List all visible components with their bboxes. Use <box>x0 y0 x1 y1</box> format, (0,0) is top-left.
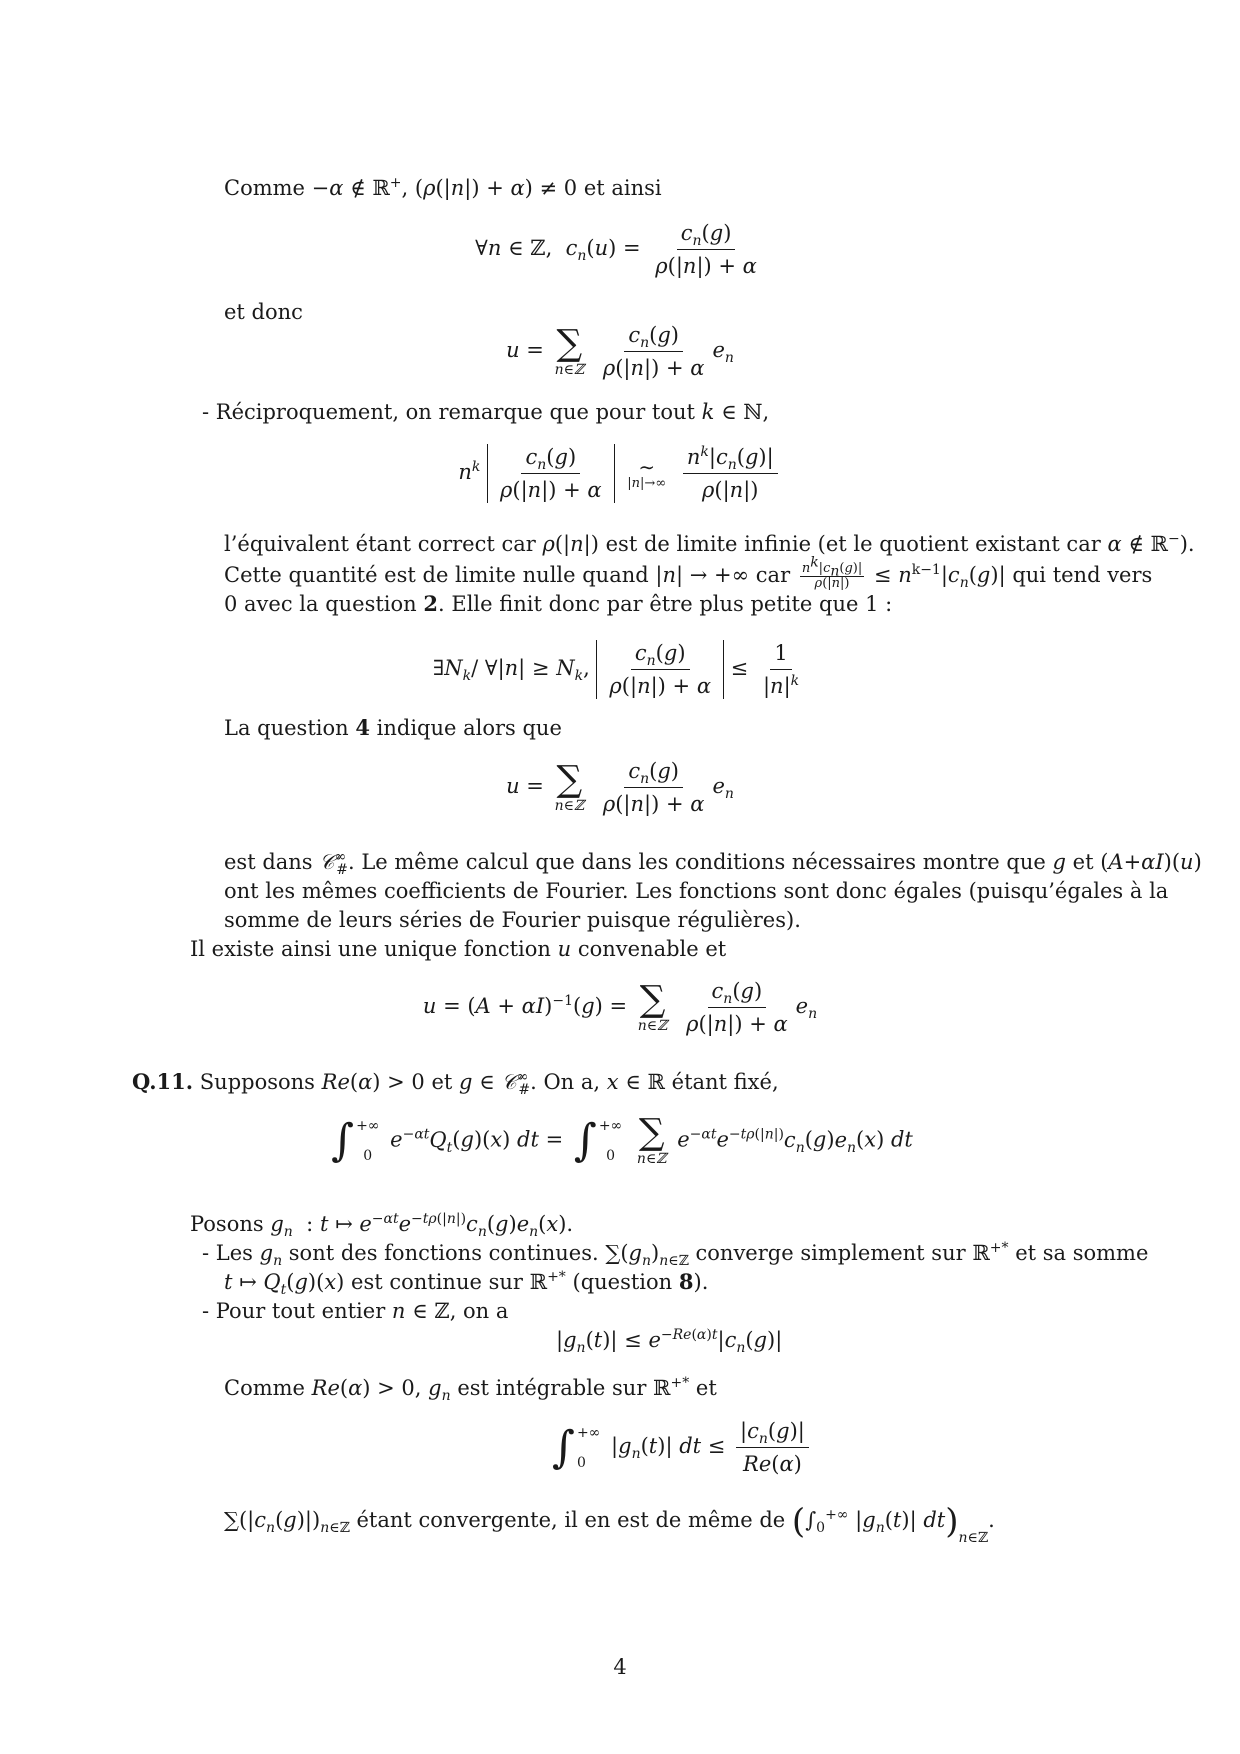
text-fragment: car <box>755 563 791 587</box>
text-fragment: Comme <box>224 176 305 200</box>
equation-equivalent: $n^k$ $\frac{c_n(g)}{\rho(|n|) + \alpha}$ ∼ |n|→∞ $\frac{n^k|c_n(g)|}{\rho(|n|)}$ <box>0 444 1240 503</box>
text-line-reciproquement: - Réciproquement, on remarque que pour tout k ∈ ℕ, <box>202 400 770 424</box>
text-fragment: et <box>695 1376 717 1400</box>
equation-bound: $\exists N_k/$ ∀|n| ≥ $N_k$, $\frac{c_n(g)}{\rho(|n|) + \alpha}$ ≤ $\frac{1}{|n|^k}$ <box>432 641 800 698</box>
text-fragment: étant convergente, il en est de même de <box>356 1508 786 1532</box>
text-fragment: indique alors que <box>376 716 562 740</box>
text-fragment: . Elle finit donc par être plus petite que 1 : <box>438 592 893 616</box>
text-line-avec-question-2 <box>224 590 892 618</box>
text-fragment: qui tend vers <box>1012 563 1153 587</box>
text-fragment: est dans <box>224 850 313 874</box>
text-line-continue: t ↦ $Q_t(g)(x)$ est continue sur ℝ+* (question 8). <box>224 1269 709 1299</box>
text-line-convergente: $\sum(|c_n(g)|)_{n\in ℤ}$ étant convergente, il en est de même de ($\int_0^{+\infty}$ $|g_n(t)|$ $dt)_{n\in ℤ}$. <box>224 1501 995 1547</box>
question-11-heading: Q.11. Supposons Re(α) > 0 et g ∈ 𝒞∞$_{\#}$. On a, x ∈ ℝ étant fixé, <box>132 1069 779 1099</box>
text-line-fourier <box>224 877 1168 905</box>
text-fragment: Supposons <box>199 1070 315 1094</box>
question-ref: 4 <box>355 715 370 740</box>
text-line-cette-quantite: Cette quantité est de limite nulle quand |n| → +∞ car $\frac{n^k|c_n(g)|}{\rho(|n|)}$ ≤ $n^{k-1}|c_n(g)|$ qui tend vers <box>224 554 1153 592</box>
text-line-pour-tout-entier: - Pour tout entier n ∈ ℤ, on a <box>202 1299 509 1323</box>
equation-cn-u: ∀n ∈ ℤ, $c_n(u)$ = $\frac{c_n(g)}{\rho(|n|) + \alpha}$ <box>475 221 757 278</box>
text-fragment: somme de leurs séries de Fourier puisque régulières). <box>224 908 801 932</box>
text-line-les-gn: - Les $g_n$ sont des fonctions continues. $\sum(g_n)_{n\in ℤ}$ converge simplement sur ℝ+* et sa somme <box>202 1240 1149 1270</box>
text-fragment: est intégrable sur <box>457 1376 647 1400</box>
text-fragment: ont les mêmes coefficients de Fourier. Les fonctions sont donc égales (puisqu’égales à la <box>224 879 1169 903</box>
text-fragment: . On a, <box>530 1070 601 1094</box>
text-fragment: et donc <box>224 300 303 324</box>
text-fragment: , on a <box>449 1299 509 1323</box>
text-line-1: Comme −α ∉ ℝ+, (ρ(|n|) + α) ≠ 0 et ainsi <box>224 175 662 200</box>
text-fragment: converge simplement sur <box>695 1241 966 1265</box>
text-line-integrable: Comme Re(α) > 0, $g_n$ est intégrable sur ℝ+* et <box>224 1375 717 1405</box>
text-fragment: et <box>1072 850 1094 874</box>
text-fragment: Cette quantité est de limite nulle quand <box>224 563 649 587</box>
text-fragment: 0 avec la question <box>224 592 417 616</box>
text-fragment: est continue sur <box>351 1270 523 1294</box>
text-fragment: et sa somme <box>1015 1241 1149 1265</box>
text-fragment: convenable et <box>577 937 727 961</box>
question-ref: 2 <box>423 591 439 616</box>
text-line-question-4 <box>224 714 562 742</box>
text-fragment: (question <box>572 1270 673 1294</box>
text-fragment: La question <box>224 716 349 740</box>
text-line-il-existe: Il existe ainsi une unique fonction u convenable et <box>190 937 727 961</box>
text-fragment: - Les <box>202 1241 253 1265</box>
text-fragment: . Le même calcul que dans les conditions nécessaires montre que <box>348 850 1046 874</box>
page-number: 4 <box>613 1655 627 1679</box>
text-line-posons: Posons $g_n$ : t ↦ $e^{-\alpha t}e^{-t\rho(|n|)}c_n(g)e_n(x)$. <box>190 1211 574 1241</box>
text-fragment: étant fixé, <box>671 1070 779 1094</box>
text-fragment: et <box>431 1070 453 1094</box>
equation-integral-sum: ∫ +∞ 0 $e^{-\alpha t}Q_t(g)(x)$ dt = ∫ +∞ 0 ∑ n∈ℤ $e^{-\alpha t}e^{-t\rho(|n|)}c_n(g)e_n(x)$ dt <box>331 1112 913 1167</box>
text-line-equivalent: l’équivalent étant correct car ρ(|n|) est de limite infinie (et le quotient existant car α ∉ ℝ−). <box>224 531 1195 556</box>
equation-gn-bound: $|g_n(t)| \le e^{-Re(\alpha)t}|c_n(g)|$ <box>556 1327 783 1357</box>
text-fragment: Il existe ainsi une unique fonction <box>190 937 551 961</box>
equation-inverse: $u = (A + \alpha I)^{-1}(g)$ = ∑ n∈ℤ $\frac{c_n(g)}{\rho(|n|) + \alpha}$ $e_n$ <box>422 978 818 1036</box>
text-fragment: ). <box>693 1270 709 1294</box>
text-fragment: - Réciproquement, on remarque que pour tout <box>202 400 695 424</box>
text-fragment: Posons <box>190 1212 264 1236</box>
text-fragment: l’équivalent étant correct car <box>224 532 536 556</box>
text-fragment: Comme <box>224 1376 305 1400</box>
text-fragment: sont des fonctions continues. <box>288 1241 599 1265</box>
text-fragment: - Pour tout entier <box>202 1299 386 1323</box>
text-line-est-dans: est dans 𝒞∞$_{\#}$. Le même calcul que dans les conditions nécessaires montre que g et (A+αI)(u) <box>224 849 1202 879</box>
equation-u-series-2: u = ∑ n∈ℤ $\frac{c_n(g)}{\rho(|n|) + \alpha}$ $e_n$ <box>506 758 734 816</box>
equation-integral-bound: ∫ +∞ 0 $|g_n(t)|$ dt ≤ $\frac{|c_n(g)|}{Re(\alpha)}$ <box>548 1418 813 1477</box>
text-fragment: et ainsi <box>583 176 662 200</box>
text-line-somme <box>224 906 801 934</box>
question-label: Q.11. <box>132 1069 194 1094</box>
text-fragment: est de limite infinie (et le quotient existant car <box>605 532 1101 556</box>
equation-u-series-1: u = ∑ n∈ℤ $\frac{c_n(g)}{\rho(|n|) + \alpha}$ $e_n$ <box>506 322 734 380</box>
question-ref: 8 <box>678 1269 694 1294</box>
